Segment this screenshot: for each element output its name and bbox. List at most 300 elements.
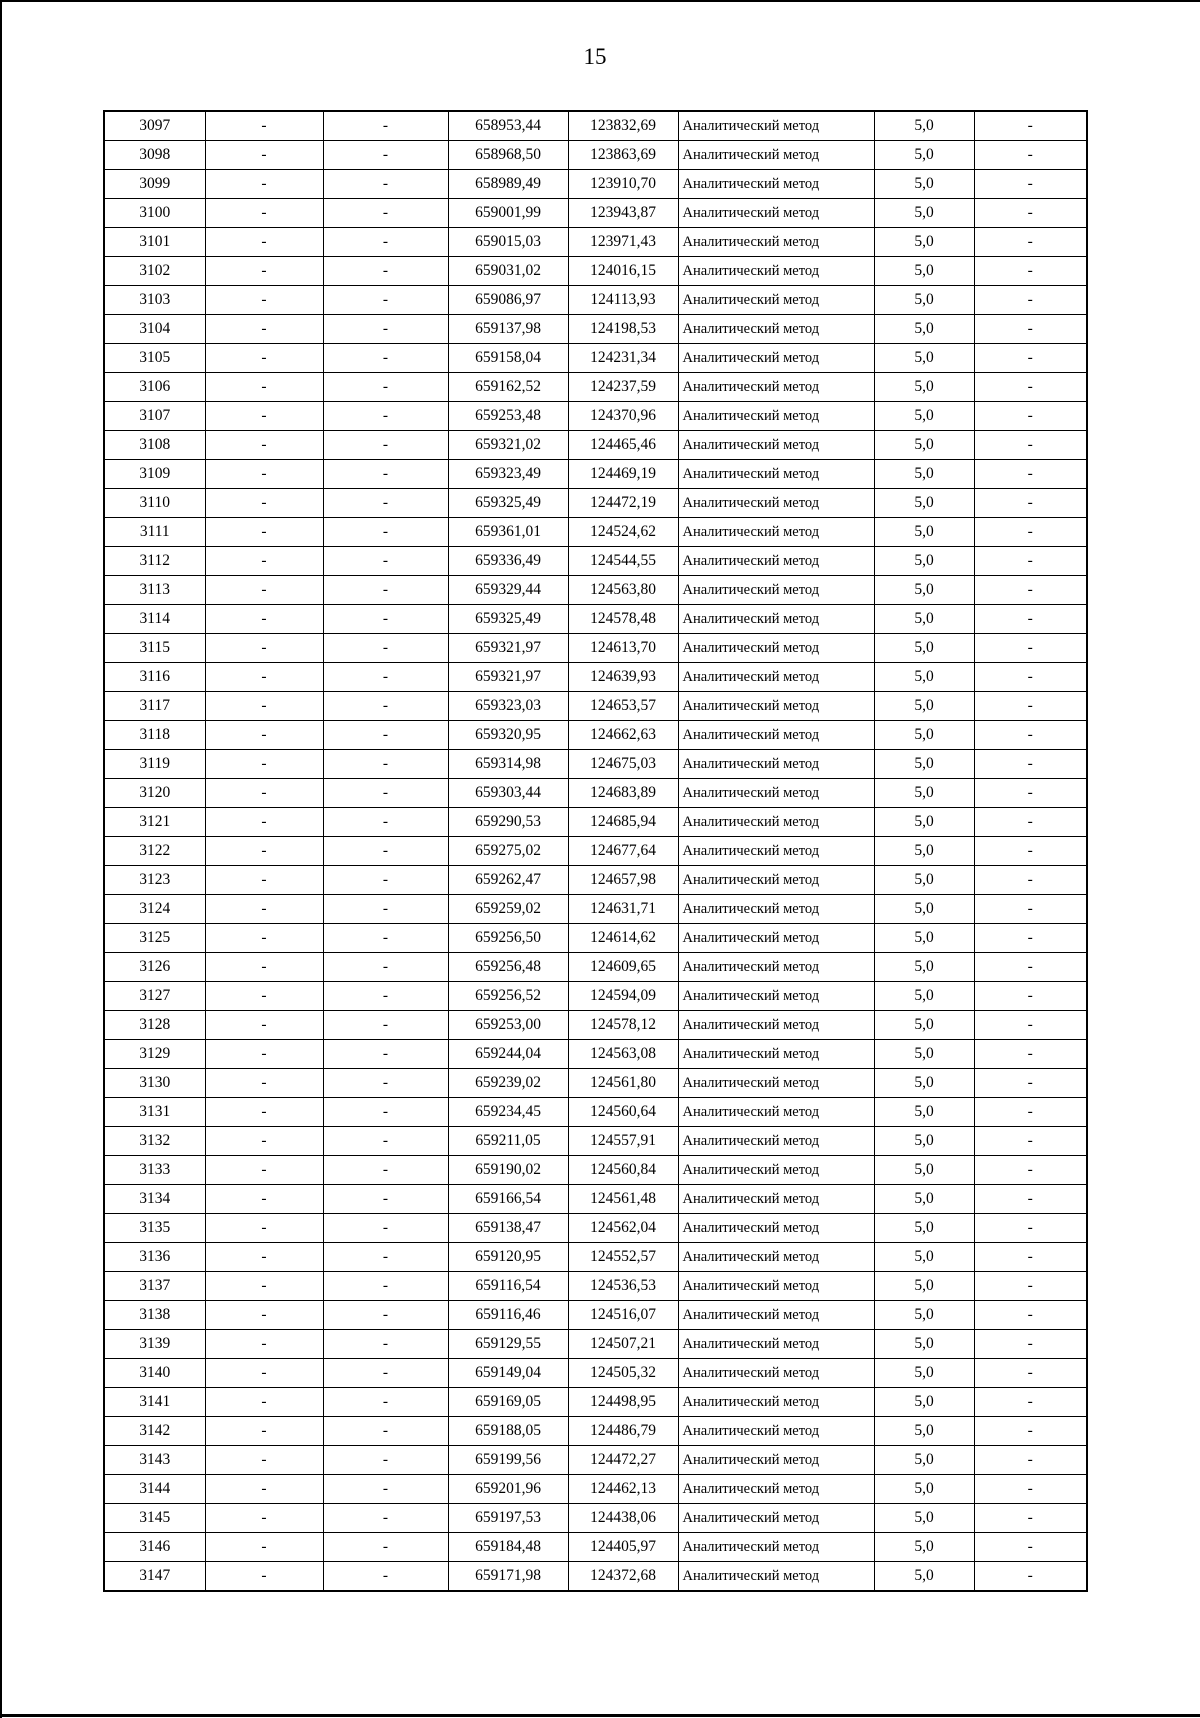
y-coordinate-cell: 123832,69: [568, 111, 678, 140]
dash-cell-b: -: [323, 1184, 448, 1213]
dash-cell-b: -: [323, 720, 448, 749]
accuracy-cell: 5,0: [874, 633, 974, 662]
dash-cell-c: -: [974, 198, 1087, 227]
y-coordinate-cell: 124560,84: [568, 1155, 678, 1184]
accuracy-cell: 5,0: [874, 1561, 974, 1590]
dash-cell-c: -: [974, 1271, 1087, 1300]
dash-cell-c: -: [974, 1445, 1087, 1474]
x-coordinate-cell: 659162,52: [448, 372, 568, 401]
accuracy-cell: 5,0: [874, 1213, 974, 1242]
y-coordinate-cell: 124472,19: [568, 488, 678, 517]
x-coordinate-cell: 659321,02: [448, 430, 568, 459]
table-row: [104, 981, 1087, 1010]
dash-cell-a: -: [205, 1503, 323, 1532]
dash-cell-c: -: [974, 1474, 1087, 1503]
method-cell: Аналитический метод: [678, 430, 874, 459]
point-number-cell: 3107: [104, 401, 205, 430]
method-cell: Аналитический метод: [678, 1416, 874, 1445]
table-row: [104, 1532, 1087, 1561]
method-cell: Аналитический метод: [678, 662, 874, 691]
dash-cell-b: -: [323, 198, 448, 227]
y-coordinate-cell: 123863,69: [568, 140, 678, 169]
table-row: [104, 1329, 1087, 1358]
point-number-cell: 3136: [104, 1242, 205, 1271]
accuracy-cell: 5,0: [874, 691, 974, 720]
dash-cell-c: -: [974, 923, 1087, 952]
dash-cell-b: -: [323, 865, 448, 894]
method-cell: Аналитический метод: [678, 1271, 874, 1300]
point-number-cell: 3146: [104, 1532, 205, 1561]
x-coordinate-cell: 659323,03: [448, 691, 568, 720]
accuracy-cell: 5,0: [874, 1242, 974, 1271]
dash-cell-c: -: [974, 1532, 1087, 1561]
y-coordinate-cell: 124438,06: [568, 1503, 678, 1532]
dash-cell-a: -: [205, 227, 323, 256]
dash-cell-c: -: [974, 1184, 1087, 1213]
point-number-cell: 3144: [104, 1474, 205, 1503]
method-cell: Аналитический метод: [678, 1503, 874, 1532]
method-cell: Аналитический метод: [678, 285, 874, 314]
point-number-cell: 3126: [104, 952, 205, 981]
y-coordinate-cell: 124405,97: [568, 1532, 678, 1561]
dash-cell-c: -: [974, 285, 1087, 314]
dash-cell-c: -: [974, 604, 1087, 633]
point-number-cell: 3129: [104, 1039, 205, 1068]
accuracy-cell: 5,0: [874, 546, 974, 575]
method-cell: Аналитический метод: [678, 1387, 874, 1416]
point-number-cell: 3138: [104, 1300, 205, 1329]
accuracy-cell: 5,0: [874, 604, 974, 633]
dash-cell-a: -: [205, 430, 323, 459]
dash-cell-b: -: [323, 575, 448, 604]
method-cell: Аналитический метод: [678, 1213, 874, 1242]
table-row: [104, 198, 1087, 227]
point-number-cell: 3135: [104, 1213, 205, 1242]
method-cell: Аналитический метод: [678, 372, 874, 401]
dash-cell-a: -: [205, 459, 323, 488]
point-number-cell: 3103: [104, 285, 205, 314]
dash-cell-b: -: [323, 1039, 448, 1068]
method-cell: Аналитический метод: [678, 575, 874, 604]
dash-cell-a: -: [205, 952, 323, 981]
x-coordinate-cell: 659256,50: [448, 923, 568, 952]
x-coordinate-cell: 659116,54: [448, 1271, 568, 1300]
dash-cell-a: -: [205, 1097, 323, 1126]
x-coordinate-cell: 659361,01: [448, 517, 568, 546]
method-cell: Аналитический метод: [678, 1097, 874, 1126]
dash-cell-a: -: [205, 778, 323, 807]
method-cell: Аналитический метод: [678, 1358, 874, 1387]
x-coordinate-cell: 659158,04: [448, 343, 568, 372]
dash-cell-b: -: [323, 430, 448, 459]
dash-cell-b: -: [323, 923, 448, 952]
accuracy-cell: 5,0: [874, 923, 974, 952]
coordinates-table: [103, 110, 1088, 1592]
dash-cell-c: -: [974, 720, 1087, 749]
y-coordinate-cell: 124507,21: [568, 1329, 678, 1358]
accuracy-cell: 5,0: [874, 140, 974, 169]
point-number-cell: 3108: [104, 430, 205, 459]
dash-cell-c: -: [974, 140, 1087, 169]
dash-cell-b: -: [323, 981, 448, 1010]
method-cell: Аналитический метод: [678, 314, 874, 343]
x-coordinate-cell: 659199,56: [448, 1445, 568, 1474]
method-cell: Аналитический метод: [678, 836, 874, 865]
accuracy-cell: 5,0: [874, 836, 974, 865]
y-coordinate-cell: 124552,57: [568, 1242, 678, 1271]
method-cell: Аналитический метод: [678, 923, 874, 952]
x-coordinate-cell: 659303,44: [448, 778, 568, 807]
y-coordinate-cell: 124465,46: [568, 430, 678, 459]
method-cell: Аналитический метод: [678, 633, 874, 662]
accuracy-cell: 5,0: [874, 1039, 974, 1068]
y-coordinate-cell: 124613,70: [568, 633, 678, 662]
method-cell: Аналитический метод: [678, 1184, 874, 1213]
method-cell: Аналитический метод: [678, 111, 874, 140]
method-cell: Аналитический метод: [678, 459, 874, 488]
method-cell: Аналитический метод: [678, 720, 874, 749]
dash-cell-c: -: [974, 372, 1087, 401]
accuracy-cell: 5,0: [874, 1010, 974, 1039]
x-coordinate-cell: 659323,49: [448, 459, 568, 488]
dash-cell-c: -: [974, 1155, 1087, 1184]
dash-cell-a: -: [205, 169, 323, 198]
point-number-cell: 3110: [104, 488, 205, 517]
x-coordinate-cell: 659001,99: [448, 198, 568, 227]
x-coordinate-cell: 659129,55: [448, 1329, 568, 1358]
y-coordinate-cell: 123971,43: [568, 227, 678, 256]
x-coordinate-cell: 659138,47: [448, 1213, 568, 1242]
table-row: [104, 488, 1087, 517]
dash-cell-b: -: [323, 894, 448, 923]
point-number-cell: 3116: [104, 662, 205, 691]
accuracy-cell: 5,0: [874, 1184, 974, 1213]
dash-cell-a: -: [205, 807, 323, 836]
y-coordinate-cell: 124578,12: [568, 1010, 678, 1039]
dash-cell-a: -: [205, 836, 323, 865]
table-row: [104, 1126, 1087, 1155]
point-number-cell: 3143: [104, 1445, 205, 1474]
y-coordinate-cell: 124370,96: [568, 401, 678, 430]
table-row: [104, 720, 1087, 749]
method-cell: Аналитический метод: [678, 1126, 874, 1155]
point-number-cell: 3123: [104, 865, 205, 894]
method-cell: Аналитический метод: [678, 1474, 874, 1503]
table-row: [104, 343, 1087, 372]
x-coordinate-cell: 659256,52: [448, 981, 568, 1010]
dash-cell-c: -: [974, 691, 1087, 720]
dash-cell-b: -: [323, 836, 448, 865]
y-coordinate-cell: 124469,19: [568, 459, 678, 488]
accuracy-cell: 5,0: [874, 952, 974, 981]
x-coordinate-cell: 659171,98: [448, 1561, 568, 1590]
point-number-cell: 3128: [104, 1010, 205, 1039]
y-coordinate-cell: 124462,13: [568, 1474, 678, 1503]
x-coordinate-cell: 659116,46: [448, 1300, 568, 1329]
method-cell: Аналитический метод: [678, 604, 874, 633]
dash-cell-c: -: [974, 1039, 1087, 1068]
dash-cell-b: -: [323, 140, 448, 169]
y-coordinate-cell: 124685,94: [568, 807, 678, 836]
x-coordinate-cell: 659314,98: [448, 749, 568, 778]
y-coordinate-cell: 124675,03: [568, 749, 678, 778]
method-cell: Аналитический метод: [678, 140, 874, 169]
y-coordinate-cell: 124372,68: [568, 1561, 678, 1590]
y-coordinate-cell: 124516,07: [568, 1300, 678, 1329]
dash-cell-b: -: [323, 1271, 448, 1300]
dash-cell-b: -: [323, 372, 448, 401]
dash-cell-b: -: [323, 517, 448, 546]
dash-cell-a: -: [205, 488, 323, 517]
accuracy-cell: 5,0: [874, 285, 974, 314]
dash-cell-c: -: [974, 1126, 1087, 1155]
x-coordinate-cell: 659120,95: [448, 1242, 568, 1271]
point-number-cell: 3113: [104, 575, 205, 604]
method-cell: Аналитический метод: [678, 778, 874, 807]
table-row: [104, 575, 1087, 604]
accuracy-cell: 5,0: [874, 720, 974, 749]
accuracy-cell: 5,0: [874, 372, 974, 401]
y-coordinate-cell: 124563,08: [568, 1039, 678, 1068]
table-row: [104, 372, 1087, 401]
method-cell: Аналитический метод: [678, 981, 874, 1010]
x-coordinate-cell: 659201,96: [448, 1474, 568, 1503]
dash-cell-b: -: [323, 256, 448, 285]
dash-cell-b: -: [323, 1358, 448, 1387]
dash-cell-c: -: [974, 1358, 1087, 1387]
accuracy-cell: 5,0: [874, 1126, 974, 1155]
y-coordinate-cell: 124614,62: [568, 923, 678, 952]
dash-cell-a: -: [205, 604, 323, 633]
dash-cell-c: -: [974, 1503, 1087, 1532]
dash-cell-c: -: [974, 169, 1087, 198]
dash-cell-c: -: [974, 1329, 1087, 1358]
table-row: [104, 923, 1087, 952]
dash-cell-b: -: [323, 459, 448, 488]
dash-cell-c: -: [974, 401, 1087, 430]
accuracy-cell: 5,0: [874, 169, 974, 198]
dash-cell-b: -: [323, 1155, 448, 1184]
x-coordinate-cell: 659211,05: [448, 1126, 568, 1155]
dash-cell-b: -: [323, 633, 448, 662]
dash-cell-a: -: [205, 1213, 323, 1242]
method-cell: Аналитический метод: [678, 1445, 874, 1474]
dash-cell-a: -: [205, 140, 323, 169]
dash-cell-c: -: [974, 952, 1087, 981]
accuracy-cell: 5,0: [874, 1445, 974, 1474]
point-number-cell: 3131: [104, 1097, 205, 1126]
accuracy-cell: 5,0: [874, 1474, 974, 1503]
dash-cell-a: -: [205, 1184, 323, 1213]
accuracy-cell: 5,0: [874, 1068, 974, 1097]
table-row: [104, 1155, 1087, 1184]
dash-cell-a: -: [205, 401, 323, 430]
point-number-cell: 3139: [104, 1329, 205, 1358]
x-coordinate-cell: 659190,02: [448, 1155, 568, 1184]
point-number-cell: 3133: [104, 1155, 205, 1184]
x-coordinate-cell: 658989,49: [448, 169, 568, 198]
method-cell: Аналитический метод: [678, 1532, 874, 1561]
accuracy-cell: 5,0: [874, 1300, 974, 1329]
dash-cell-a: -: [205, 662, 323, 691]
table-row: [104, 1561, 1087, 1590]
method-cell: Аналитический метод: [678, 488, 874, 517]
table-row: [104, 1068, 1087, 1097]
dash-cell-c: -: [974, 1300, 1087, 1329]
y-coordinate-cell: 124677,64: [568, 836, 678, 865]
dash-cell-a: -: [205, 111, 323, 140]
point-number-cell: 3105: [104, 343, 205, 372]
dash-cell-c: -: [974, 836, 1087, 865]
x-coordinate-cell: 659244,04: [448, 1039, 568, 1068]
dash-cell-b: -: [323, 604, 448, 633]
y-coordinate-cell: 124631,71: [568, 894, 678, 923]
dash-cell-a: -: [205, 343, 323, 372]
y-coordinate-cell: 124113,93: [568, 285, 678, 314]
x-coordinate-cell: 659234,45: [448, 1097, 568, 1126]
table-row: [104, 1474, 1087, 1503]
dash-cell-a: -: [205, 1474, 323, 1503]
table-row: [104, 1010, 1087, 1039]
dash-cell-b: -: [323, 1561, 448, 1590]
dash-cell-b: -: [323, 1242, 448, 1271]
table-row: [104, 517, 1087, 546]
x-coordinate-cell: 659259,02: [448, 894, 568, 923]
x-coordinate-cell: 659188,05: [448, 1416, 568, 1445]
dash-cell-a: -: [205, 1416, 323, 1445]
y-coordinate-cell: 124486,79: [568, 1416, 678, 1445]
dash-cell-c: -: [974, 343, 1087, 372]
dash-cell-b: -: [323, 169, 448, 198]
y-coordinate-cell: 124198,53: [568, 314, 678, 343]
y-coordinate-cell: 124505,32: [568, 1358, 678, 1387]
accuracy-cell: 5,0: [874, 430, 974, 459]
method-cell: Аналитический метод: [678, 343, 874, 372]
accuracy-cell: 5,0: [874, 1271, 974, 1300]
table-row: [104, 1271, 1087, 1300]
dash-cell-b: -: [323, 1213, 448, 1242]
method-cell: Аналитический метод: [678, 1039, 874, 1068]
dash-cell-b: -: [323, 1300, 448, 1329]
dash-cell-c: -: [974, 430, 1087, 459]
accuracy-cell: 5,0: [874, 749, 974, 778]
dash-cell-b: -: [323, 807, 448, 836]
method-cell: Аналитический метод: [678, 401, 874, 430]
table-row: [104, 314, 1087, 343]
accuracy-cell: 5,0: [874, 894, 974, 923]
method-cell: Аналитический метод: [678, 517, 874, 546]
y-coordinate-cell: 124231,34: [568, 343, 678, 372]
method-cell: Аналитический метод: [678, 952, 874, 981]
dash-cell-c: -: [974, 662, 1087, 691]
point-number-cell: 3097: [104, 111, 205, 140]
dash-cell-b: -: [323, 1329, 448, 1358]
accuracy-cell: 5,0: [874, 1416, 974, 1445]
table-body: [104, 111, 1087, 1591]
dash-cell-a: -: [205, 546, 323, 575]
accuracy-cell: 5,0: [874, 517, 974, 546]
point-number-cell: 3140: [104, 1358, 205, 1387]
dash-cell-a: -: [205, 691, 323, 720]
point-number-cell: 3132: [104, 1126, 205, 1155]
x-coordinate-cell: 659321,97: [448, 633, 568, 662]
dash-cell-c: -: [974, 546, 1087, 575]
point-number-cell: 3101: [104, 227, 205, 256]
table-row: [104, 604, 1087, 633]
method-cell: Аналитический метод: [678, 865, 874, 894]
y-coordinate-cell: 124653,57: [568, 691, 678, 720]
y-coordinate-cell: 124237,59: [568, 372, 678, 401]
method-cell: Аналитический метод: [678, 894, 874, 923]
point-number-cell: 3111: [104, 517, 205, 546]
table-row: [104, 227, 1087, 256]
dash-cell-a: -: [205, 1387, 323, 1416]
accuracy-cell: 5,0: [874, 488, 974, 517]
page-frame-left: [0, 0, 2, 1718]
accuracy-cell: 5,0: [874, 575, 974, 604]
dash-cell-a: -: [205, 256, 323, 285]
y-coordinate-cell: 123910,70: [568, 169, 678, 198]
y-coordinate-cell: 124657,98: [568, 865, 678, 894]
dash-cell-b: -: [323, 401, 448, 430]
table-row: [104, 140, 1087, 169]
dash-cell-a: -: [205, 575, 323, 604]
dash-cell-a: -: [205, 314, 323, 343]
point-number-cell: 3141: [104, 1387, 205, 1416]
accuracy-cell: 5,0: [874, 401, 974, 430]
x-coordinate-cell: 658953,44: [448, 111, 568, 140]
method-cell: Аналитический метод: [678, 1068, 874, 1097]
y-coordinate-cell: 124560,64: [568, 1097, 678, 1126]
x-coordinate-cell: 659336,49: [448, 546, 568, 575]
dash-cell-a: -: [205, 865, 323, 894]
table-row: [104, 111, 1087, 140]
accuracy-cell: 5,0: [874, 1532, 974, 1561]
table-row: [104, 691, 1087, 720]
point-number-cell: 3142: [104, 1416, 205, 1445]
dash-cell-c: -: [974, 575, 1087, 604]
dash-cell-a: -: [205, 372, 323, 401]
method-cell: Аналитический метод: [678, 1010, 874, 1039]
accuracy-cell: 5,0: [874, 256, 974, 285]
dash-cell-b: -: [323, 691, 448, 720]
table-row: [104, 546, 1087, 575]
point-number-cell: 3114: [104, 604, 205, 633]
dash-cell-a: -: [205, 1039, 323, 1068]
dash-cell-b: -: [323, 488, 448, 517]
y-coordinate-cell: 124498,95: [568, 1387, 678, 1416]
dash-cell-a: -: [205, 894, 323, 923]
method-cell: Аналитический метод: [678, 256, 874, 285]
x-coordinate-cell: 659290,53: [448, 807, 568, 836]
x-coordinate-cell: 659239,02: [448, 1068, 568, 1097]
x-coordinate-cell: 659169,05: [448, 1387, 568, 1416]
dash-cell-a: -: [205, 1271, 323, 1300]
table-row: [104, 836, 1087, 865]
y-coordinate-cell: 124609,65: [568, 952, 678, 981]
y-coordinate-cell: 124578,48: [568, 604, 678, 633]
x-coordinate-cell: 659253,00: [448, 1010, 568, 1039]
accuracy-cell: 5,0: [874, 1387, 974, 1416]
table-row: [104, 894, 1087, 923]
x-coordinate-cell: 659086,97: [448, 285, 568, 314]
dash-cell-b: -: [323, 952, 448, 981]
point-number-cell: 3099: [104, 169, 205, 198]
dash-cell-b: -: [323, 1387, 448, 1416]
table-row: [104, 1242, 1087, 1271]
method-cell: Аналитический метод: [678, 198, 874, 227]
table-row: [104, 633, 1087, 662]
